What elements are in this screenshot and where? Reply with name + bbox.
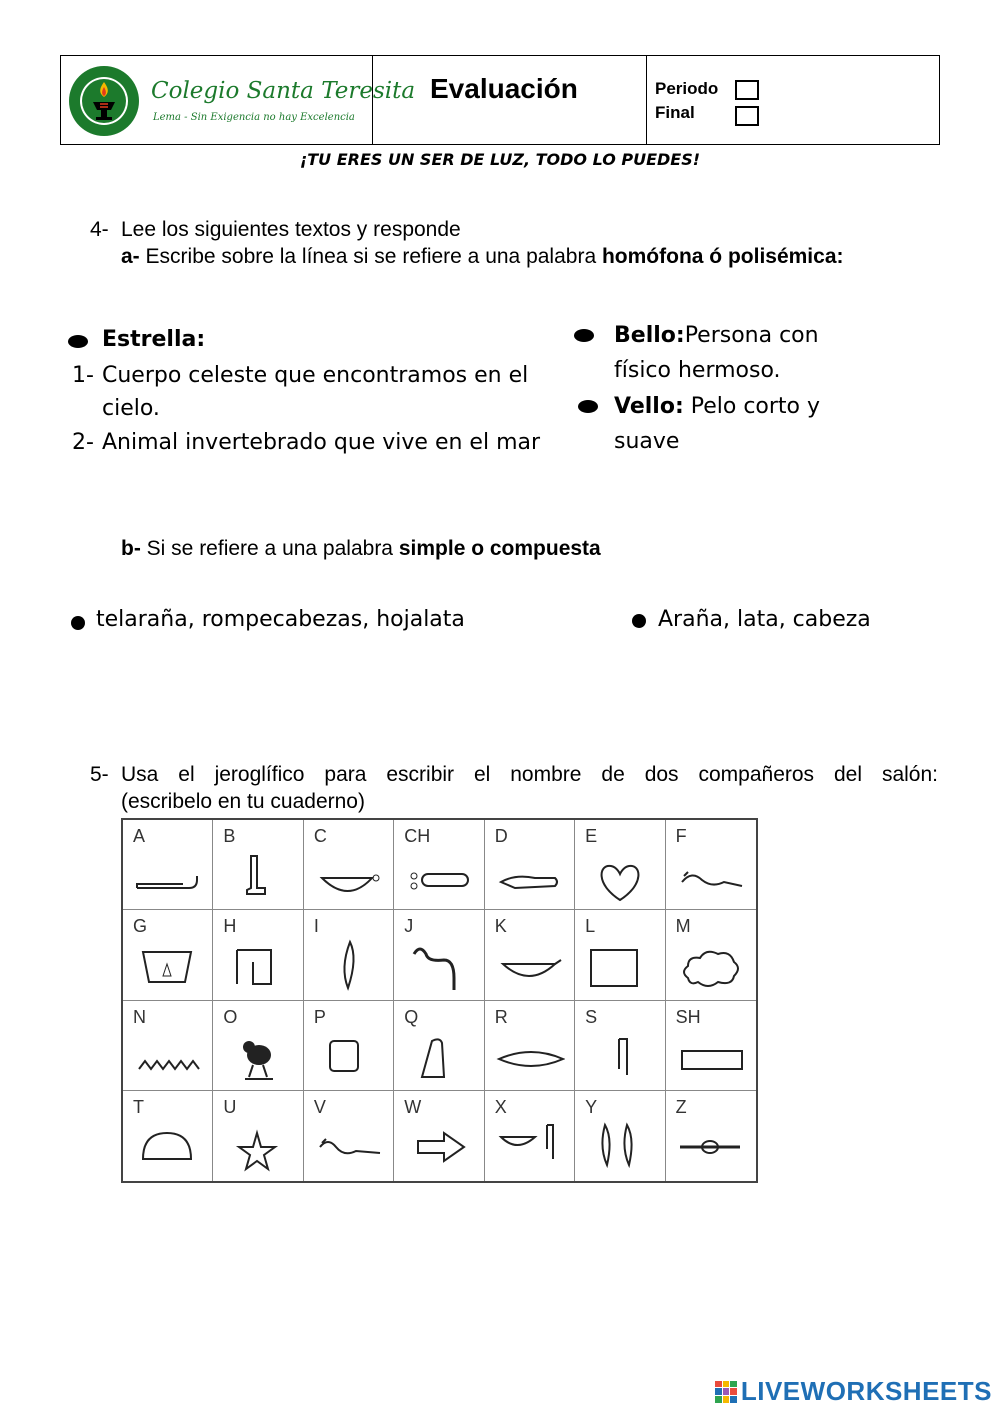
- question-4a-label: a-: [121, 245, 140, 268]
- hieroglyph-cell: [123, 820, 213, 910]
- question-4a: [121, 245, 844, 269]
- foot-icon: [223, 848, 293, 906]
- estrella-def1-line2: cielo.: [102, 396, 160, 421]
- question-4-text: Lee los siguientes textos y responde: [121, 218, 461, 241]
- heart-icon: [585, 848, 655, 906]
- hieroglyph-letter: Z: [675, 1096, 687, 1117]
- hand-icon: [495, 848, 565, 906]
- square-icon: [585, 938, 655, 996]
- viper-icon: [314, 1119, 384, 1177]
- hieroglyph-letter: R: [494, 1006, 508, 1027]
- hieroglyph-letter: O: [223, 1006, 238, 1027]
- bello-line2: físico hermoso.: [614, 358, 781, 383]
- school-logo-cell: [61, 56, 416, 144]
- basket-cloth-icon: [495, 1119, 565, 1177]
- pool-icon: [676, 1029, 746, 1087]
- hieroglyph-cell: [394, 910, 484, 1000]
- hieroglyph-cell: [213, 1091, 303, 1181]
- hieroglyph-letter: F: [675, 826, 687, 846]
- period-cell: [647, 56, 939, 144]
- vello-line2: suave: [614, 429, 680, 454]
- estrella-def2: Animal invertebrado que vive en el mar: [102, 430, 541, 455]
- hieroglyph-letter: L: [585, 916, 596, 937]
- bullet-icon: [632, 614, 646, 628]
- period-checkbox[interactable]: [735, 80, 759, 100]
- water-zigzag-icon: [133, 1029, 203, 1087]
- page-title: Evaluación: [430, 73, 578, 104]
- hieroglyph-letter: I: [313, 916, 319, 937]
- hieroglyph-letter: P: [313, 1006, 326, 1027]
- arrow-icon: [404, 1119, 474, 1177]
- school-crest-icon: [67, 64, 141, 138]
- hieroglyph-letter: Y: [585, 1096, 598, 1117]
- question-4b-label: b-: [121, 537, 141, 560]
- hieroglyph-cell: [213, 910, 303, 1000]
- bello-line1: Persona con: [684, 323, 819, 348]
- hieroglyph-letter: SH: [675, 1006, 701, 1027]
- feather-icon: [314, 938, 384, 996]
- hieroglyph-cell: [394, 820, 484, 910]
- school-name: Colegio Santa Teresita: [151, 78, 416, 104]
- question-5-line1: Usa el jeroglífico para escribir el nombre de dos compañeros del salón:: [121, 763, 938, 786]
- hieroglyph-letter: G: [133, 916, 148, 937]
- hieroglyph-letter: A: [133, 826, 146, 846]
- hieroglyph-letter: V: [313, 1096, 326, 1117]
- hieroglyph-cell: [666, 910, 756, 1000]
- reed-leaf-icon: [133, 848, 203, 906]
- compound-words: telaraña, rompecabezas, hojalata: [96, 607, 465, 632]
- mouth-icon: [495, 1029, 565, 1087]
- estrella-def1-number: 1-: [72, 363, 94, 388]
- hieroglyph-cell: [213, 820, 303, 910]
- bullet-icon: [71, 616, 85, 630]
- hieroglyph-cell: [575, 910, 665, 1000]
- hieroglyph-cell: [213, 1001, 303, 1091]
- cobra-icon: [404, 938, 474, 996]
- bullet-icon: [68, 335, 88, 348]
- jar-stand-icon: [133, 938, 203, 996]
- question-4b-bold: simple o compuesta: [398, 537, 601, 560]
- hieroglyph-cell: [394, 1091, 484, 1181]
- hieroglyph-cell: [666, 1091, 756, 1181]
- question-4-number: 4-: [90, 218, 109, 241]
- hieroglyph-cell: [304, 1091, 394, 1181]
- bello-title: Bello:: [614, 323, 685, 348]
- hieroglyph-cell: [304, 820, 394, 910]
- hieroglyph-letter: X: [494, 1096, 507, 1117]
- hieroglyph-cell: [123, 1001, 213, 1091]
- hieroglyph-letter: E: [585, 826, 598, 846]
- hieroglyph-cell: [123, 1091, 213, 1181]
- question-4b: [121, 537, 601, 561]
- hieroglyph-cell: [575, 1001, 665, 1091]
- estrella-title: Estrella:: [102, 327, 206, 352]
- hieroglyph-letter: Q: [404, 1006, 419, 1027]
- title-cell: [373, 56, 647, 144]
- hieroglyph-letter: K: [494, 916, 507, 937]
- bullet-icon: [578, 400, 598, 413]
- hieroglyph-letter: N: [133, 1006, 146, 1027]
- final-checkbox[interactable]: [735, 106, 759, 126]
- liveworksheets-icon: [715, 1381, 737, 1403]
- hieroglyph-letter: S: [585, 1006, 598, 1027]
- hieroglyph-cell: [123, 910, 213, 1000]
- hieroglyph-cell: [394, 1001, 484, 1091]
- hieroglyph-cell: [666, 1001, 756, 1091]
- bolt-icon: [676, 1119, 746, 1177]
- bello-entry: [614, 323, 819, 348]
- hieroglyph-cell: [575, 820, 665, 910]
- hieroglyph-letter: CH: [404, 826, 431, 846]
- vello-line1: Pelo corto y: [683, 394, 821, 419]
- stool-icon: [314, 1029, 384, 1087]
- hieroglyph-table: [121, 818, 758, 1183]
- hieroglyph-cell: [666, 820, 756, 910]
- question-4b-text: Si se refiere a una palabra: [146, 537, 393, 560]
- hieroglyph-cell: [485, 1091, 575, 1181]
- hieroglyph-letter: H: [223, 916, 237, 937]
- hieroglyph-letter: C: [313, 826, 327, 846]
- hieroglyph-letter: U: [223, 1096, 237, 1117]
- slogan: ¡TU ERES UN SER DE LUZ, TODO LO PUEDES!: [299, 150, 701, 169]
- shelter-icon: [223, 938, 293, 996]
- bread-loaf-icon: [133, 1119, 203, 1177]
- simple-words: Araña, lata, cabeza: [658, 607, 871, 632]
- estrella-def2-number: 2-: [72, 430, 94, 455]
- rope-icon: [404, 848, 474, 906]
- double-reed-icon: [585, 1119, 655, 1177]
- horned-viper-icon: [676, 848, 746, 906]
- liveworksheets-logo: [715, 1376, 992, 1407]
- handled-basket-icon: [495, 938, 565, 996]
- hieroglyph-cell: [485, 910, 575, 1000]
- basket-icon: [314, 848, 384, 906]
- hieroglyph-letter: D: [494, 826, 508, 846]
- question-4a-text: Escribe sobre la línea si se refiere a una palabra: [145, 245, 597, 268]
- hieroglyph-cell: [304, 1001, 394, 1091]
- hill-slope-icon: [404, 1029, 474, 1087]
- hieroglyph-letter: W: [404, 1096, 422, 1117]
- hieroglyph-cell: [485, 820, 575, 910]
- hieroglyph-letter: T: [133, 1096, 144, 1117]
- estrella-def1-line1: Cuerpo celeste que encontramos en el: [102, 363, 529, 388]
- hieroglyph-letter: J: [404, 916, 414, 937]
- hieroglyph-cell: [304, 910, 394, 1000]
- hieroglyph-letter: B: [223, 826, 236, 846]
- quail-chick-icon: [223, 1029, 293, 1087]
- vello-entry: [614, 394, 820, 419]
- hieroglyph-letter: M: [675, 916, 691, 937]
- folded-cloth-icon: [585, 1029, 655, 1087]
- question-5-number: 5-: [90, 763, 109, 786]
- school-motto: Lema - Sin Exigencia no hay Excelencia: [153, 112, 355, 123]
- question-4a-bold: homófona ó polisémica:: [601, 245, 844, 268]
- star-icon: [223, 1119, 293, 1177]
- header-table: [60, 55, 940, 145]
- vello-title: Vello:: [614, 394, 684, 419]
- bullet-icon: [574, 329, 594, 342]
- hieroglyph-cell: [575, 1091, 665, 1181]
- period-label: Periodo: [655, 79, 719, 98]
- liveworksheets-brand: LIVEWORKSHEETS: [740, 1376, 992, 1406]
- cloud-icon: [676, 938, 746, 996]
- hieroglyph-cell: [485, 1001, 575, 1091]
- final-label: Final: [655, 103, 695, 122]
- question-5-line2: (escribelo en tu cuaderno): [121, 790, 365, 813]
